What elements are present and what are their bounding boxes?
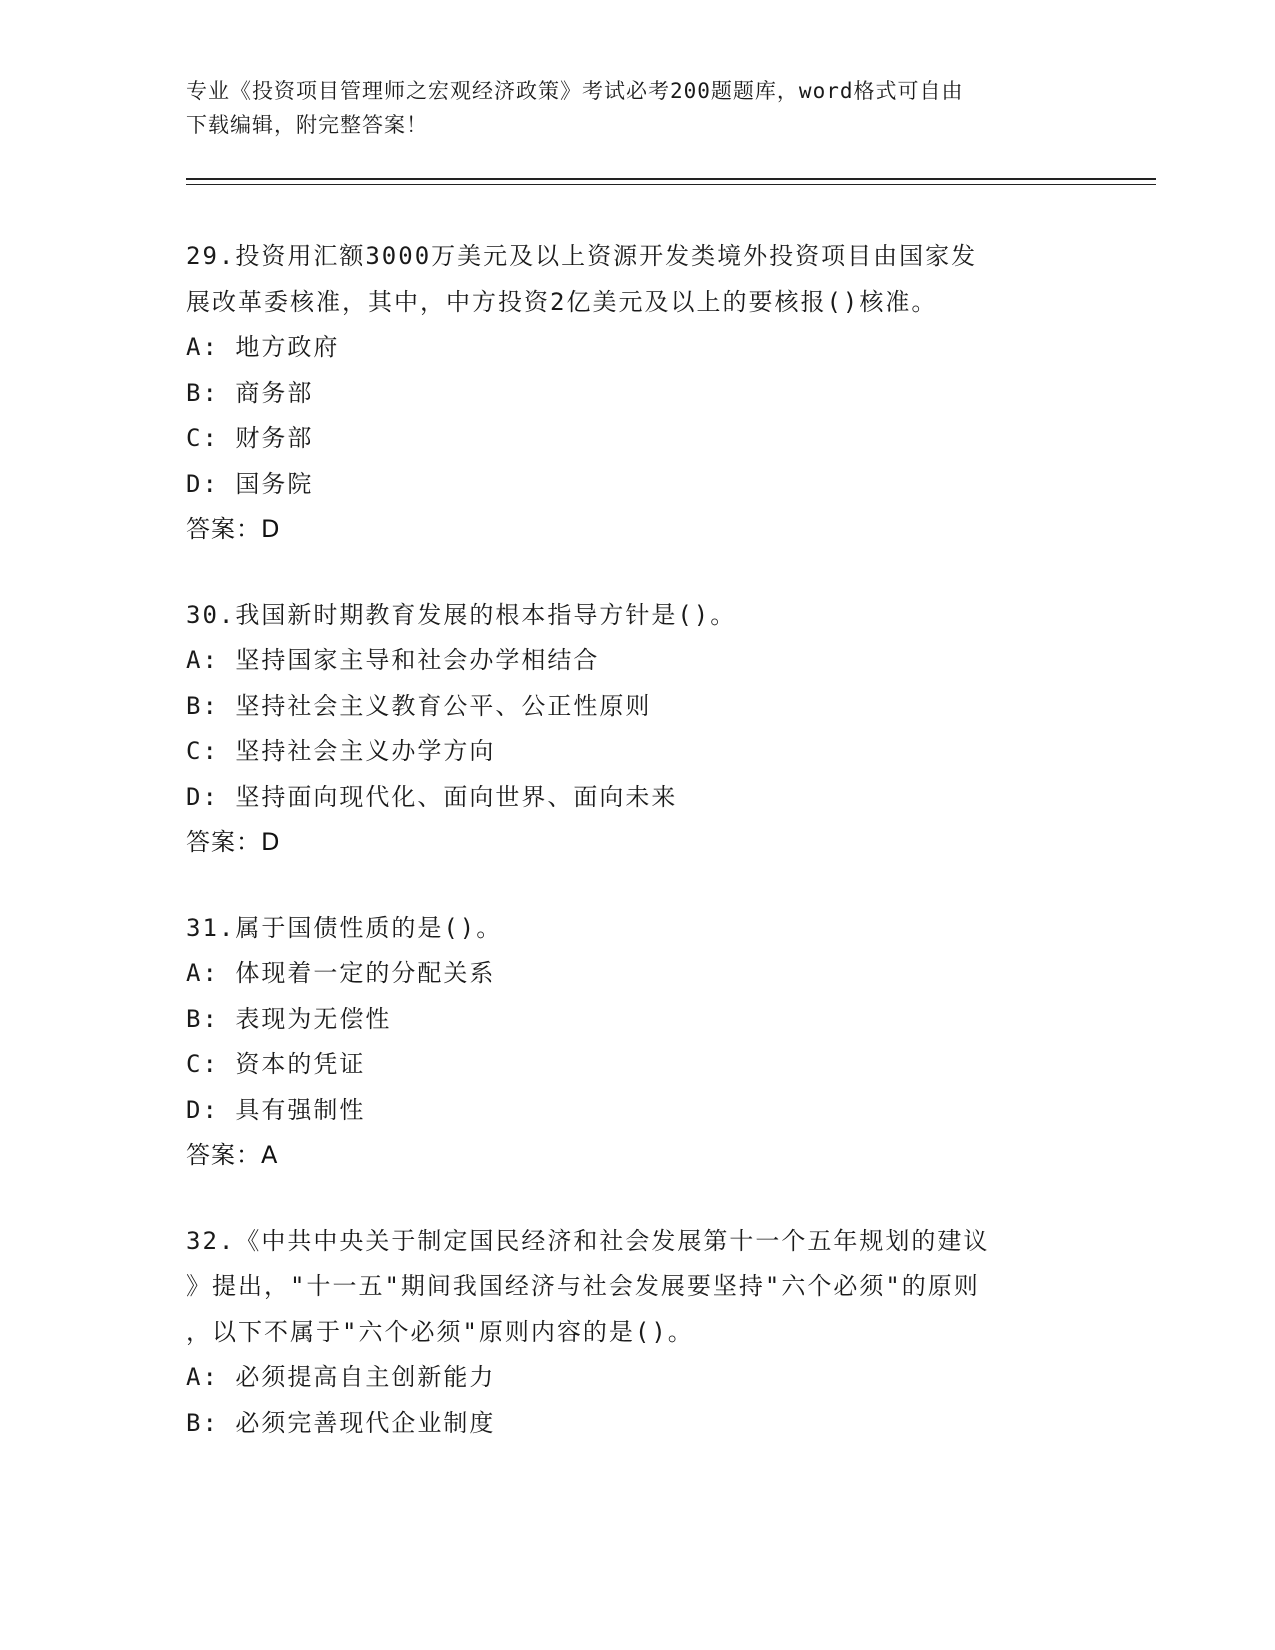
header-divider [186,178,1156,180]
option-b: B: 必须完善现代企业制度 [186,1408,496,1437]
question-stem-line: 》提出，"十一五"期间我国经济与社会发展要坚持"六个必须"的原则 [186,1272,980,1300]
question-30 [186,593,1086,866]
header-divider-thin [186,184,1156,185]
option-a: A: 必须提高自主创新能力 [186,1363,496,1391]
option-d: D: 国务院 [186,469,314,498]
answer-line: 答案：D [186,515,281,543]
document-header [186,74,1086,142]
option-d: D: 坚持面向现代化、面向世界、面向未来 [186,782,678,811]
option-d: D: 具有强制性 [186,1095,366,1124]
question-list [186,234,1086,1486]
answer-line: 答案：D [186,828,281,856]
option-b: B: 坚持社会主义教育公平、公正性原则 [186,691,652,720]
header-line-2: 下载编辑，附完整答案！ [186,113,428,137]
option-a: A: 体现着一定的分配关系 [186,959,496,987]
header-line-1: 专业《投资项目管理师之宏观经济政策》考试必考200题题库，word格式可自由 [186,79,964,103]
option-c: C: 坚持社会主义办学方向 [186,737,496,765]
option-b: B: 表现为无偿性 [186,1004,392,1033]
option-a: A: 地方政府 [186,333,340,361]
answer-line: 答案：A [186,1141,279,1169]
question-stem-line: 29.投资用汇额3000万美元及以上资源开发类境外投资项目由国家发 [186,242,978,270]
question-stem-line: 30.我国新时期教育发展的根本指导方针是()。 [186,600,737,629]
option-c: C: 财务部 [186,424,314,452]
option-a: A: 坚持国家主导和社会办学相结合 [186,646,600,674]
question-32 [186,1219,1086,1447]
question-31 [186,906,1086,1179]
question-stem-line: 32.《中共中央关于制定国民经济和社会发展第十一个五年规划的建议 [186,1226,990,1255]
question-stem-line: ，以下不属于"六个必须"原则内容的是()。 [186,1317,694,1346]
option-b: B: 商务部 [186,378,314,407]
question-stem-line: 31.属于国债性质的是()。 [186,913,503,942]
question-29 [186,234,1086,553]
question-stem-line: 展改革委核准，其中，中方投资2亿美元及以上的要核报()核准。 [186,287,938,316]
option-c: C: 资本的凭证 [186,1050,366,1078]
